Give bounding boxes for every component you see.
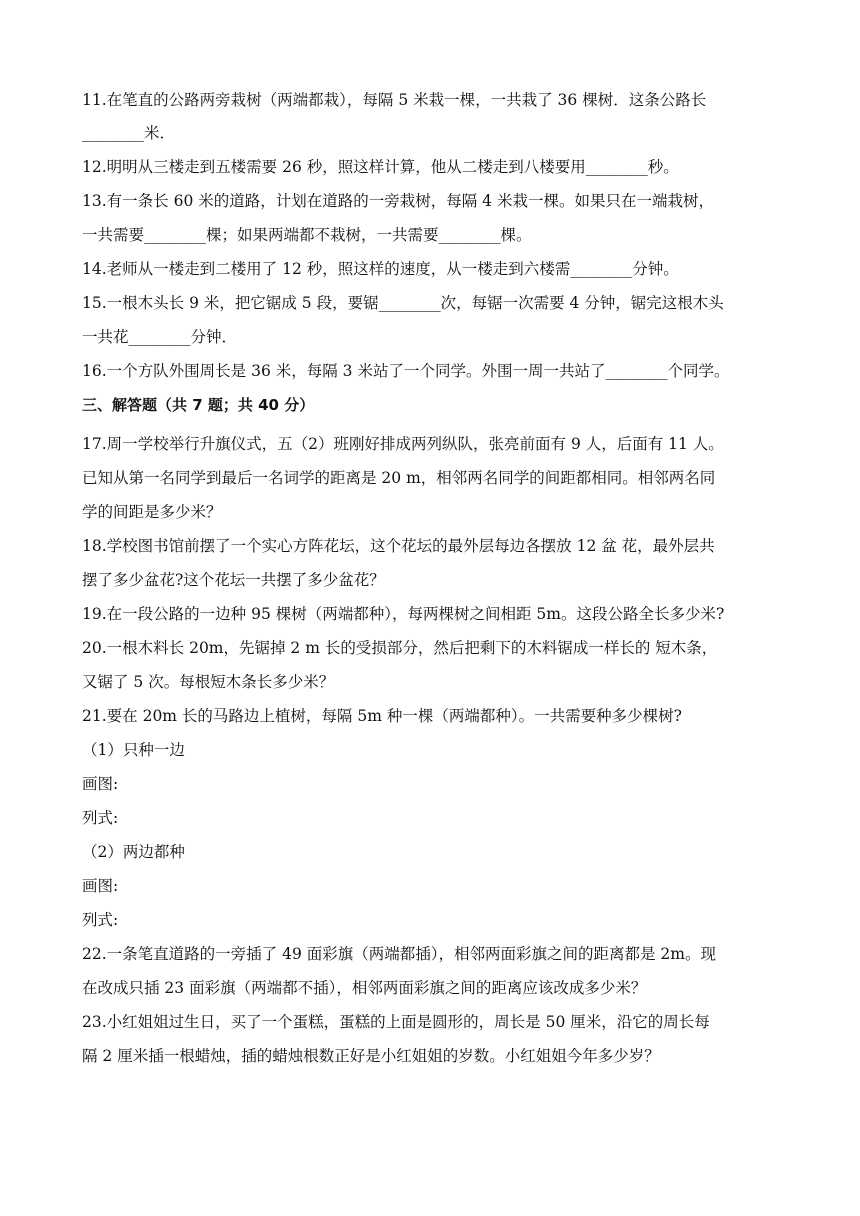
- question-15-line-2: 一共花________分钟．: [82, 328, 238, 346]
- question-22-line-2: 在改成只插 23 面彩旗（两端都不插），相邻两面彩旗之间的距离应该改成多少米？: [82, 979, 647, 997]
- question-11-line-2: ________米．: [82, 124, 176, 142]
- question-22-line-1: 22.一条笔直道路的一旁插了 49 面彩旗（两端都插），相邻两面彩旗之间的距离都是 2m。现: [82, 945, 716, 963]
- question-23-line-2: 隔 2 厘米插一根蜡烛，插的蜡烛根数正好是小红姐姐的岁数。小红姐姐今年多少岁？: [82, 1047, 660, 1065]
- question-18-line-2: 摆了多少盆花?这个花坛一共摆了多少盆花？: [82, 571, 385, 589]
- question-21-part-2-equation: 列式:: [82, 911, 119, 929]
- question-23-line-1: 23.小红姐姐过生日，买了一个蛋糕，蛋糕的上面是圆形的，周长是 50 厘米，沿它的周长每: [82, 1013, 710, 1031]
- question-21-part-1-drawing: 画图:: [82, 775, 119, 793]
- question-13-line-2: 一共需要________棵；如果两端都不栽树，一共需要________棵。: [82, 226, 532, 244]
- question-17-line-3: 学的间距是多少米？: [82, 503, 222, 521]
- question-17-line-1: 17.周一学校举行升旗仪式，五（2）班刚好排成两列纵队，张亮前面有 9 人，后面有 11 人。: [82, 435, 724, 453]
- question-11-line-1: 11.在笔直的公路两旁栽树（两端都栽），每隔 5 米栽一棵，一共栽了 36 棵树．这条公路长: [82, 91, 707, 109]
- question-20-line-1: 20.一根木料长 20m，先锯掉 2 m 长的受损部分，然后把剩下的木料锯成一样长的 短木条，: [82, 639, 718, 657]
- question-21: 21.要在 20m 长的马路边上植树，每隔 5m 种一棵（两端都种）。一共需要种多少棵树?: [82, 707, 682, 725]
- question-14: 14.老师从一楼走到二楼用了 12 秒，照这样的速度，从一楼走到六楼需________分钟。: [82, 260, 679, 278]
- question-16: 16.一个方队外围周长是 36 米，每隔 3 米站了一个同学。外围一周一共站了________个同学。: [82, 362, 730, 380]
- question-17-line-2: 已知从第一名同学到最后一名词学的距离是 20 m，相邻两名同学的间距都相同。相邻两名同: [82, 469, 716, 487]
- question-15-line-1: 15.一根木头长 9 米，把它锯成 5 段，要锯________次，每锯一次需要 4 分钟，锯完这根木头: [82, 294, 724, 312]
- question-21-part-2-drawing: 画图:: [82, 877, 119, 895]
- question-18-line-1: 18.学校图书馆前摆了一个实心方阵花坛，这个花坛的最外层每边各摆放 12 盆 花，最外层共: [82, 537, 715, 555]
- question-12: 12.明明从三楼走到五楼需要 26 秒，照这样计算，他从二楼走到八楼要用________秒。: [82, 158, 679, 176]
- question-13-line-1: 13.有一条长 60 米的道路，计划在道路的一旁栽树，每隔 4 米栽一棵。如果只在一端栽树，: [82, 192, 714, 210]
- section-heading: 三、解答题（共 7 题；共 40 分）: [82, 396, 315, 414]
- question-21-part-1: （1）只种一边: [82, 741, 185, 759]
- question-21-part-1-equation: 列式:: [82, 809, 119, 827]
- question-20-line-2: 又锯了 5 次。每根短木条长多少米？: [82, 673, 335, 691]
- question-19: 19.在一段公路的一边种 95 棵树（两端都种），每两棵树之间相距 5m。这段公路全长多少米?: [82, 605, 725, 623]
- question-21-part-2: （2）两边都种: [82, 843, 185, 861]
